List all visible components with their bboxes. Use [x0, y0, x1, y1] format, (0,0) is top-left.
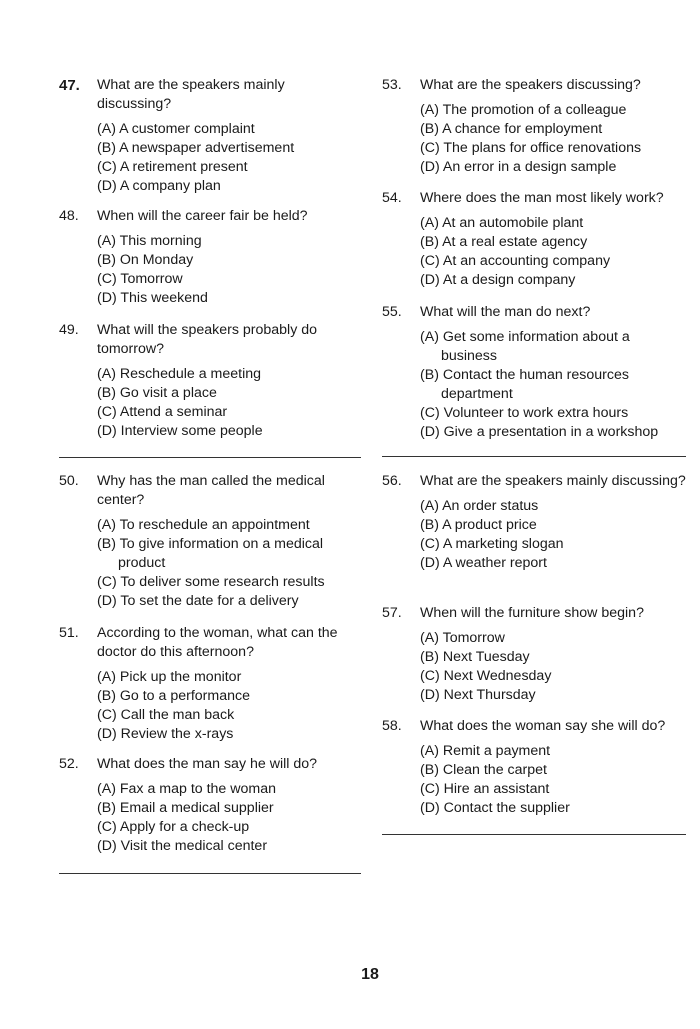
option-a: (A) Reschedule a meeting — [97, 366, 262, 382]
option-c: (C) The plans for office renovations — [420, 140, 642, 156]
question-49 — [59, 321, 359, 441]
option-b: (B) A chance for employment — [420, 121, 603, 137]
question-text: What does the man say he will do? — [97, 756, 318, 772]
question-number: 58. — [382, 718, 402, 734]
page-number: 18 — [361, 966, 379, 983]
question-58 — [382, 717, 688, 818]
option-b: (B) On Monday — [97, 252, 194, 268]
option-c: (C) To deliver some research results — [97, 574, 325, 590]
question-number: 56. — [382, 473, 402, 489]
option-a: (A) Remit a payment — [420, 743, 551, 759]
question-54 — [382, 189, 688, 290]
section-divider — [59, 873, 361, 874]
option-a: (A) Get some information about a business — [420, 329, 630, 364]
question-48 — [59, 207, 359, 308]
answer-options — [59, 516, 359, 611]
option-d: (D) An error in a design sample — [420, 159, 617, 175]
question-text: When will the career fair be held? — [97, 208, 308, 224]
question-number: 47. — [59, 77, 80, 94]
question-text: According to the woman, what can the doctor do this afternoon? — [97, 625, 338, 660]
option-b: (B) Go visit a place — [97, 385, 217, 401]
option-b: (B) At a real estate agency — [420, 234, 588, 250]
question-53 — [382, 76, 688, 177]
option-a: (A) Tomorrow — [420, 630, 505, 646]
option-c: (C) Tomorrow — [97, 271, 183, 287]
question-number: 49. — [59, 322, 79, 338]
option-b: (B) A newspaper advertisement — [97, 140, 295, 156]
answer-options — [382, 214, 688, 290]
option-c: (C) Next Wednesday — [420, 668, 552, 684]
question-text: What are the speakers discussing? — [420, 77, 641, 93]
option-d: (D) Review the x-rays — [97, 726, 234, 742]
option-a: (A) Fax a map to the woman — [97, 781, 276, 797]
question-text: What does the woman say she will do? — [420, 718, 666, 734]
question-text: Why has the man called the medical center? — [97, 473, 325, 508]
option-c: (C) Attend a seminar — [97, 404, 228, 420]
question-number: 53. — [382, 77, 402, 93]
answer-options — [59, 232, 359, 308]
question-text: What will the man do next? — [420, 304, 591, 320]
question-50 — [59, 472, 359, 611]
answer-options — [59, 365, 359, 441]
option-d: (D) Contact the supplier — [420, 800, 570, 816]
option-a: (A) A customer complaint — [97, 121, 255, 137]
question-text: What will the speakers probably do tomorrow? — [97, 322, 318, 357]
option-b: (B) To give information on a medical product — [97, 536, 324, 571]
option-b: (B) Contact the human resources department — [420, 367, 629, 402]
question-57 — [382, 604, 688, 705]
section-divider — [382, 456, 686, 457]
option-d: (D) At a design company — [420, 272, 576, 288]
option-c: (C) Volunteer to work extra hours — [420, 405, 629, 421]
section-divider — [59, 457, 361, 458]
question-number: 54. — [382, 190, 402, 206]
option-d: (D) Give a presentation in a workshop — [420, 424, 659, 440]
option-a: (A) An order status — [420, 498, 539, 514]
question-55 — [382, 303, 688, 442]
option-d: (D) A company plan — [97, 178, 221, 194]
answer-options — [59, 120, 359, 196]
option-a: (A) At an automobile plant — [420, 215, 584, 231]
option-c: (C) A marketing slogan — [420, 536, 564, 552]
question-number: 51. — [59, 625, 79, 641]
question-51 — [59, 624, 359, 744]
question-52 — [59, 755, 359, 856]
question-text: Where does the man most likely work? — [420, 190, 664, 206]
option-b: (B) Go to a performance — [97, 688, 250, 704]
option-d: (D) Visit the medical center — [97, 838, 268, 854]
option-d: (D) A weather report — [420, 555, 547, 571]
question-number: 50. — [59, 473, 79, 489]
question-number: 48. — [59, 208, 79, 224]
option-a: (A) Pick up the monitor — [97, 669, 242, 685]
option-d: (D) Next Thursday — [420, 687, 536, 703]
option-d: (D) This weekend — [97, 290, 208, 306]
option-a: (A) To reschedule an appointment — [97, 517, 310, 533]
answer-options — [382, 101, 688, 177]
question-47 — [59, 76, 359, 196]
option-d: (D) To set the date for a delivery — [97, 593, 299, 609]
option-a: (A) This morning — [97, 233, 202, 249]
question-number: 57. — [382, 605, 402, 621]
section-divider — [382, 834, 686, 835]
answer-options — [382, 629, 688, 705]
answer-options — [382, 497, 688, 573]
question-text: What are the speakers mainly discussing? — [97, 77, 285, 112]
question-number: 52. — [59, 756, 79, 772]
answer-options — [382, 742, 688, 818]
option-c: (C) At an accounting company — [420, 253, 611, 269]
option-b: (B) Next Tuesday — [420, 649, 530, 665]
option-c: (C) Hire an assistant — [420, 781, 550, 797]
option-b: (B) Clean the carpet — [420, 762, 547, 778]
answer-options — [59, 668, 359, 744]
option-c: (C) A retirement present — [97, 159, 248, 175]
question-number: 55. — [382, 304, 402, 320]
question-56 — [382, 472, 688, 573]
option-c: (C) Apply for a check-up — [97, 819, 250, 835]
option-b: (B) A product price — [420, 517, 537, 533]
question-text: What are the speakers mainly discussing? — [420, 473, 686, 489]
answer-options — [59, 780, 359, 856]
question-text: When will the furniture show begin? — [420, 605, 644, 621]
option-a: (A) The promotion of a colleague — [420, 102, 627, 118]
option-b: (B) Email a medical supplier — [97, 800, 274, 816]
option-c: (C) Call the man back — [97, 707, 235, 723]
option-d: (D) Interview some people — [97, 423, 263, 439]
answer-options — [382, 328, 688, 442]
